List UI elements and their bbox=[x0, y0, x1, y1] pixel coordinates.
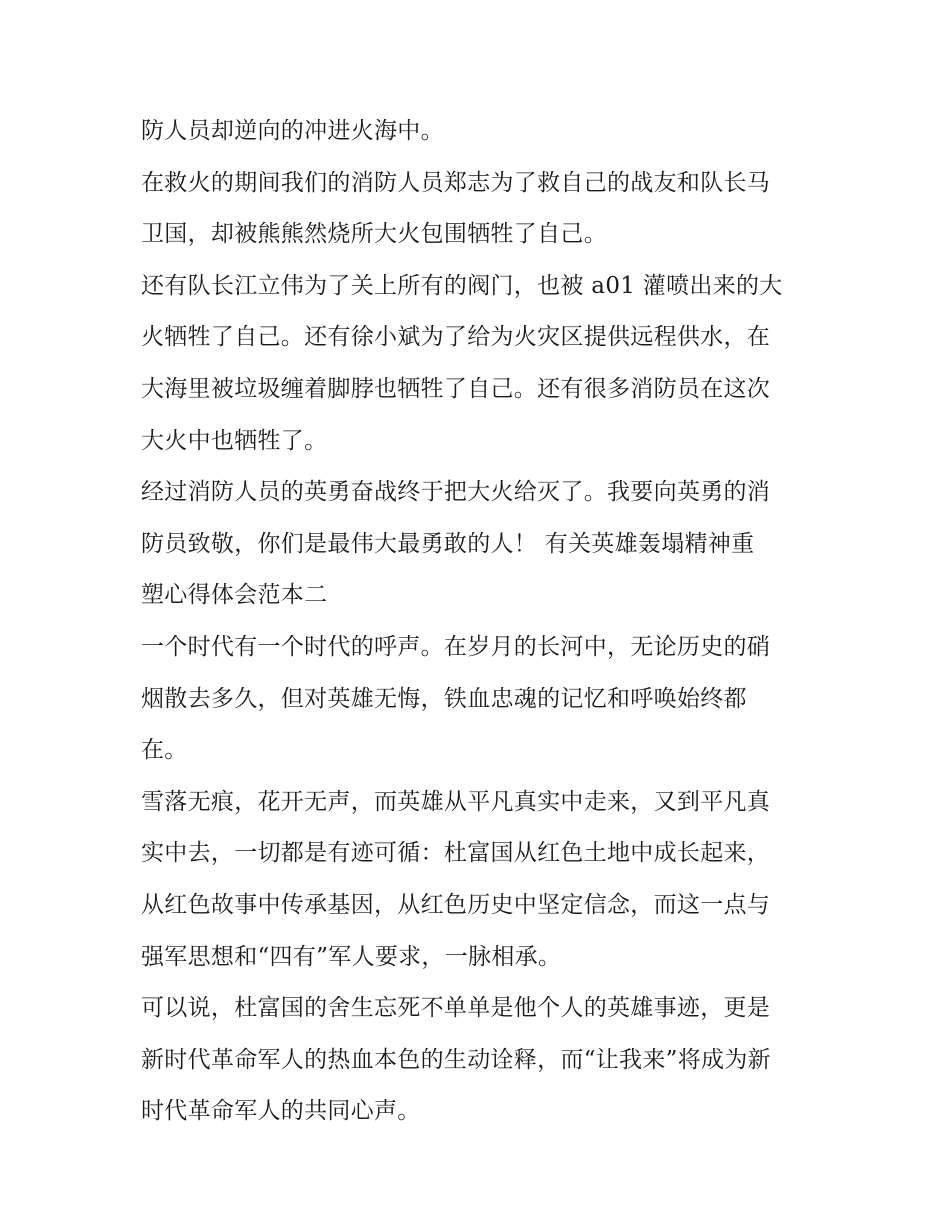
text-line: 强军思想和“四有”军人要求，一脉相承。 bbox=[141, 943, 562, 970]
text-line: 大火中也牺牲了。 bbox=[141, 427, 328, 454]
text-line: 防员致敬，你们是最伟大最勇敢的人！ 有关英雄轰塌精神重 bbox=[141, 530, 755, 557]
section-heading-line: 塑心得体会范本二 bbox=[141, 582, 328, 609]
text-line: 卫国，却被熊熊然烧所大火包围牺牲了自己。 bbox=[141, 221, 607, 248]
text-line: 可以说，杜富国的舍生忘死不单单是他个人的英雄事迹，更是 bbox=[141, 995, 771, 1022]
text-line: 烟散去多久，但对英雄无悔，铁血忠魂的记忆和呼唤始终都 bbox=[141, 685, 747, 712]
text-line: 经过消防人员的英勇奋战终于把大火给灭了。我要向英勇的消 bbox=[141, 479, 771, 506]
text-line: 时代革命军人的共同心声。 bbox=[141, 1098, 421, 1125]
text-line: 从红色故事中传承基因，从红色历史中坚定信念，而这一点与 bbox=[141, 891, 771, 918]
text-line: 大海里被垃圾缠着脚脖也牺牲了自己。还有很多消防员在这次 bbox=[141, 375, 771, 402]
text-line: 还有队长江立伟为了关上所有的阀门，也被 a01 灌喷出来的大 bbox=[141, 272, 783, 299]
text-line: 在救火的期间我们的消防人员郑志为了救自己的战友和队长马 bbox=[141, 169, 771, 196]
text-line: 防人员却逆向的冲进火海中。 bbox=[141, 118, 444, 144]
text-line: 在。 bbox=[141, 737, 188, 764]
text-line: 实中去，一切都是有迹可循：杜富国从红色土地中成长起来， bbox=[141, 840, 771, 867]
document-body bbox=[141, 106, 821, 1138]
text-line: 新时代革命军人的热血本色的生动诠释，而“让我来”将成为新 bbox=[141, 1046, 771, 1073]
text-line: 一个时代有一个时代的呼声。在岁月的长河中，无论历史的硝 bbox=[141, 633, 771, 660]
text-line: 雪落无痕，花开无声，而英雄从平凡真实中走来，又到平凡真 bbox=[141, 788, 771, 815]
text-line: 火牺牲了自己。还有徐小斌为了给为火灾区提供远程供水，在 bbox=[141, 324, 771, 351]
